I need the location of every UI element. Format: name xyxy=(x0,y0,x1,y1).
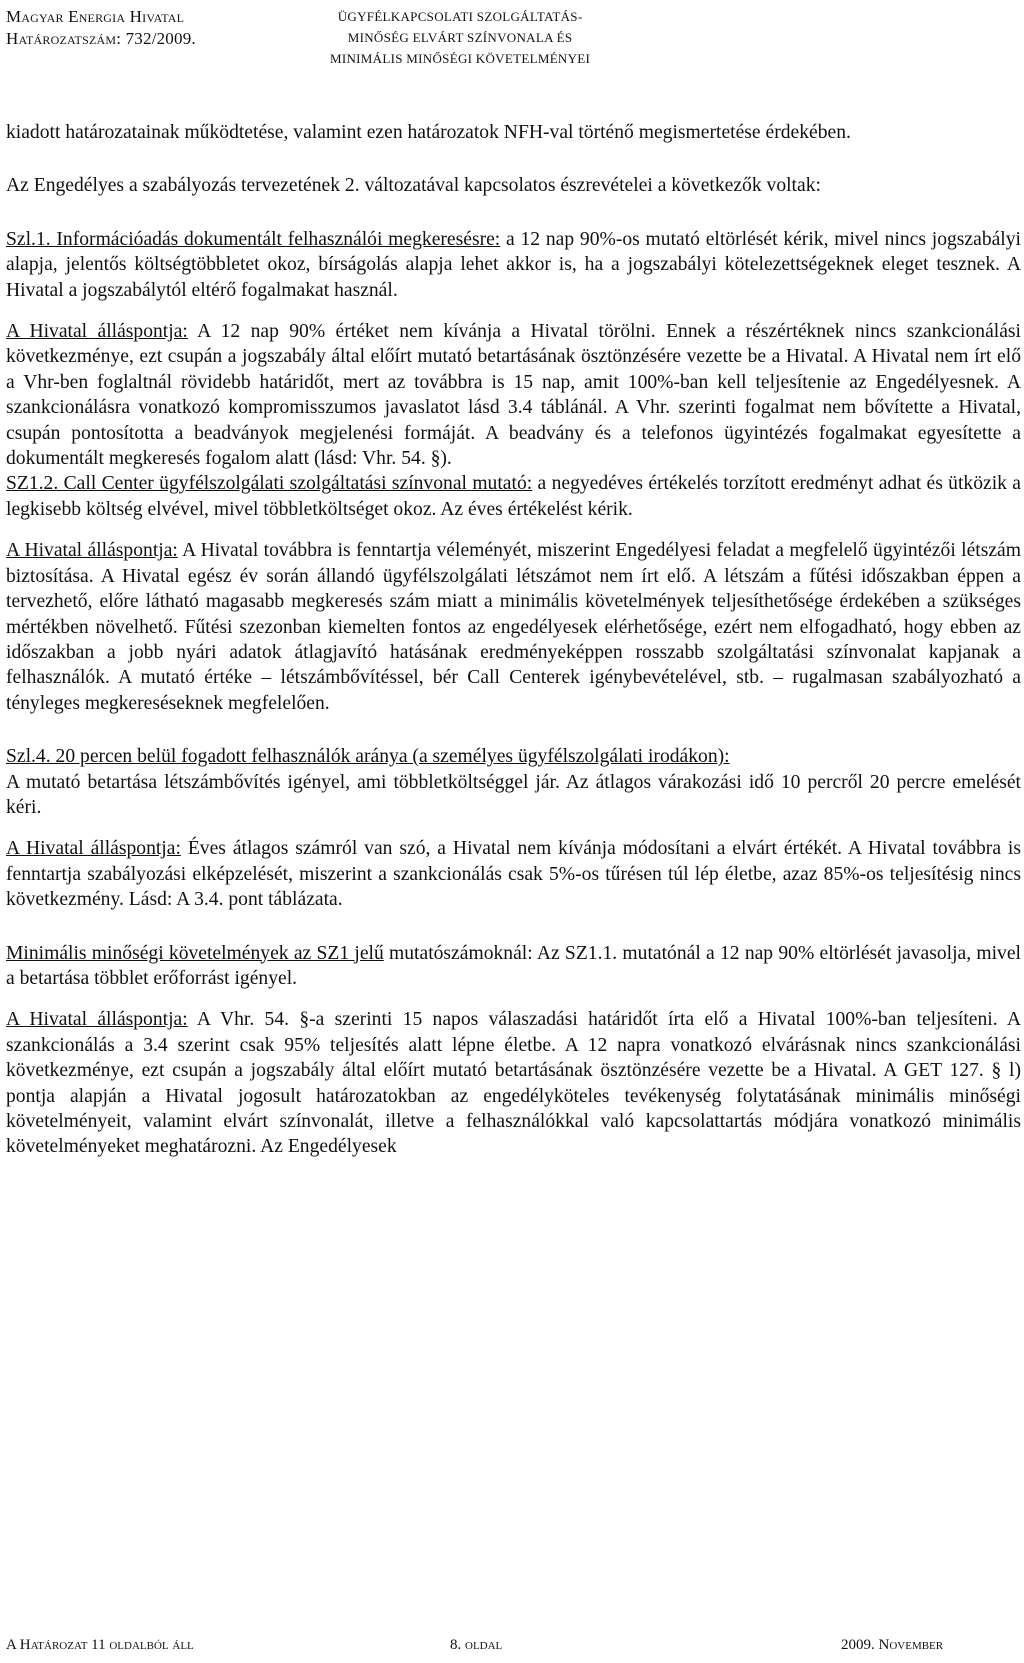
section-heading: SZ1.2. Call Center ügyfélszolgálati szolgáltatási színvonal mutató: xyxy=(6,473,533,495)
paragraph-position-3 xyxy=(6,836,1021,912)
position-text: A Hivatal továbbra is fenntartja véleményét, miszerint Engedélyesi feladat a megfelelő ügyintézői létszám biztosítása. A Hivatal egész év során állandó ügyfélszolgálati létszámot nem írt elő. A létszám a fűtési időszakban éppen a tervezhető, előre látható magasabb megkeresés szám miatt a minimális követelmények teljesíthetősége érdekében a szükséges mértékben növelhető. Fűtési szezonban kiemelten fontos az engedélyesek elérhetősége, ezért nem elfogadható, hogy ebben az időszakban a jobb nyári adatok átlagjavító hatásának eredményeképpen rosszabb szolgáltatási színvonalat kapjanak a felhasználók. A mutató értéke – létszámbővítéssel, bér Call Centerek igénybevételével, stb. – rugalmasan szabályozható a tényleges megkereséseknek megfelelően. xyxy=(6,540,1021,714)
paragraph-position-4 xyxy=(6,1007,1021,1159)
footer-page-count: A Határozat 11 oldalból áll xyxy=(6,1637,194,1653)
section-text: a negyedéves értékelés torzított eredményt adhat és ütközik a legkisebb költség elvével, mivel többletköltséget okoz. Az éves értékelést kérik. xyxy=(6,473,1021,520)
paragraph-comments-intro: Az Engedélyes a szabályozás tervezetének 2. változatával kapcsolatos észrevételei a következők voltak: xyxy=(6,175,821,197)
paragraph-position-1 xyxy=(6,319,1021,471)
paragraph-sz1-1 xyxy=(6,227,1021,303)
section-text: mutatószámoknál: Az SZ1.1. mutatónál a 12 nap 90% eltörlését javasolja, mivel a betartása többlet erőforrást igényel. xyxy=(6,942,1021,989)
paragraph-position-2 xyxy=(6,538,1021,716)
section-text: A mutató betartása létszámbővítés igényel, ami többletköltséggel jár. Az átlagos várakozási idő 10 percről 20 percre emelését kéri. xyxy=(6,771,1021,818)
resolution-number: Határozatszám: 732/2009. xyxy=(6,29,196,48)
paragraph-minimum-requirements xyxy=(6,941,1021,992)
position-heading: A Hivatal álláspontja: xyxy=(6,838,181,860)
section-heading: Szl.4. 20 percen belül fogadott felhasználók aránya (a személyes ügyfélszolgálati irodákon): xyxy=(6,746,730,768)
paragraph-sz1-2 xyxy=(6,471,1021,522)
issuer-name: Magyar Energia Hivatal xyxy=(6,7,185,26)
position-heading: A Hivatal álláspontja: xyxy=(6,540,178,562)
paragraph-intro: kiadott határozatainak működtetése, valamint ezen határozatok NFH-val történő megismertetése érdekében. xyxy=(6,122,851,143)
position-text: A Vhr. 54. §-a szerinti 15 napos válaszadási határidőt írta elő a Hivatal 100%-ban teljesíteni. A szankcionálás a 3.4 szerint csak 95% teljesítés alatt lépne életbe. A 12 napra vonatkozó elvárásnak nincs szankcionálási következménye, ezt csupán a jogszabály által előírt mutató betartásának ösztönzésére vezette be a Hivatal. A GET 127. § l) pontja alapján a Hivatal jogosult határozatokban az engedélyköteles tevékenység folytatásának minimális minőségi követelményeit, valamint elvárt színvonalát, illetve a felhasználókkal való kapcsolattartás módjára vonatkozó minimális követelményeket meghatározni. Az Engedélyesek xyxy=(6,1009,1021,1158)
page-footer xyxy=(6,1637,1006,1659)
position-text: A 12 nap 90% értéket nem kívánja a Hivatal törölni. Ennek a részértéknek nincs szankcionálási következménye, ezt csupán a jogszabály által előírt mutató betartásának ösztönzésére vezette be a Hivatal. A Hivatal nem írt elő a Vhr-ben foglaltnál rövidebb határidőt, mert az továbbra is 15 nap, amit 100%-ban kell teljesítenie az Engedélyesnek. A szankcionálásra vonatkozó kompromisszumos javaslatot lásd 3.4 táblánál. A Vhr. szerinti fogalmat nem bővítette a Hivatal, csupán pontosította a beadványok megjelenési formáját. A beadvány és a telefonos ügyintézés fogalmakat egyesítette a dokumentált megkeresés fogalom alatt (lásd: Vhr. 54. §). xyxy=(6,321,1021,470)
document-subject xyxy=(330,6,590,69)
section-heading: Minimális minőségi követelmények az SZ1 jelű xyxy=(6,942,384,964)
document-body xyxy=(6,120,1021,1160)
position-heading: A Hivatal álláspontja: xyxy=(6,1009,188,1031)
paragraph-sz1-4 xyxy=(6,744,1021,820)
subject-line-1: ÜGYFÉLKAPCSOLATI SZOLGÁLTATÁS- xyxy=(337,9,583,24)
section-text: a 12 nap 90%-os mutató eltörlését kérik, mivel nincs jogszabályi alapja, jelentős költségtöbbletet okoz, bírságolás alapja lehet akkor is, ha a jogszabályi kötelezettségeknek eleget tesznek. A Hivatal a jogszabálytól eltérő fogalmakat használ. xyxy=(6,228,1021,301)
footer-date: 2009. November xyxy=(841,1637,944,1653)
position-text: Éves átlagos számról van szó, a Hivatal nem kívánja módosítani a elvárt értékét. A Hivatal továbbra is fenntartja szabályozási elképzelését, miszerint a szankcionálás csak 5%-os tűrésen túl lép életbe, azaz 85%-os teljesítésig nincs következmény. Lásd: A 3.4. pont táblázata. xyxy=(6,838,1021,911)
issuer-block xyxy=(6,6,196,50)
subject-line-2: MINŐSÉG ELVÁRT SZÍNVONALA ÉS xyxy=(347,30,573,45)
page-header xyxy=(6,6,1006,68)
footer-page-number: 8. oldal xyxy=(450,1637,503,1653)
position-heading: A Hivatal álláspontja: xyxy=(6,321,188,343)
section-heading: Szl.1. Információadás dokumentált felhasználói megkeresésre: xyxy=(6,228,501,250)
subject-line-3: MINIMÁLIS MINŐSÉGI KÖVETELMÉNYEI xyxy=(330,51,591,66)
